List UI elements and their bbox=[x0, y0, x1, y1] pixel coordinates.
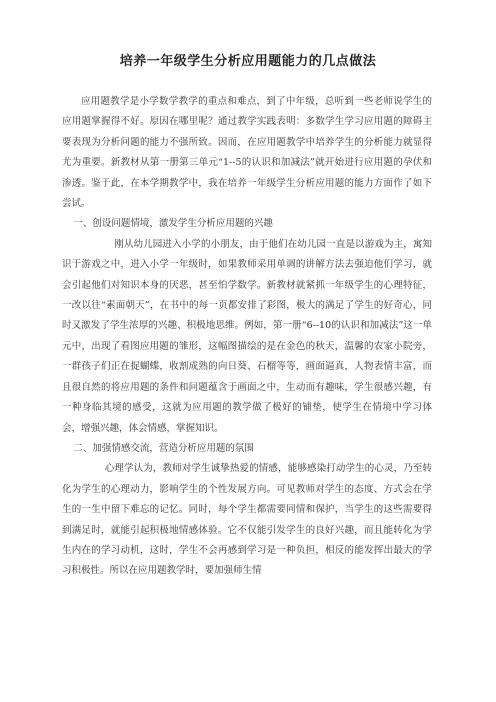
document-body bbox=[62, 92, 432, 582]
section-heading-2: 二、加强情感交流，营造分析应用题的氛围 bbox=[73, 442, 254, 454]
section-heading-1: 一、创设问题情境，激发学生分析应用题的兴趣 bbox=[73, 218, 273, 230]
document-title: 培养一年级学生分析应用题能力的几点做法 bbox=[119, 54, 377, 69]
section-1-paragraph: 刚从幼儿园进入小学的小朋友，由于他们在幼儿园一直是以游戏为主，寓知识于游戏之中，进入小学一年级时，如果教师采用单调的讲解方法去强迫他们学习，就会引起他们对知识本身的厌恶，甚至怕学数学。新教材就紧抓一年级学生的心理特征，一改以往“素面朝天”，在书中的每一页都安排了彩图，极大的满足了学生的好奇心，同时又激发了学生浓厚的兴趣、积极地思维。例如，第一册“6--10的认识和加减法”这一单元中，出现了看图应用题的雏形，这幅图描绘的是在金色的秋天，温馨的农家小院旁，一群孩子们正在捉蝴蝶，收割成熟的向日葵、石榴等等，画面逼真，人物表情丰富，而且很自然的将应用题的条件和问题蕴含于画面之中，生动而有趣味，学生很感兴趣，有一种身临其境的感受，这就为应用题的教学做了极好的铺垫，使学生在情境中学习体会，增强兴趣，体会情感，掌握知识。 bbox=[62, 238, 432, 434]
intro-paragraph: 应用题教学是小学数学教学的重点和难点，到了中年级，总听到一些老师说学生的应用题掌握得不好。原因在哪里呢？通过教学实践表明：多数学生学习应用题的障碍主要表现为分析问题的能力不强所致。因而，在应用题教学中培养学生的分析能力就显得尤为重要。新教材从第一册第三单元“1--5的认识和加减法”就开始进行应用题的孕伏和渗透。鉴于此，在本学期教学中，我在培养一年级学生分析应用题的能力方面作了如下尝试。 bbox=[62, 96, 432, 210]
section-2-paragraph: 心理学认为，教师对学生诚挚热爱的情感，能够感染打动学生的心灵，乃至转化为学生的心理动力，影响学生的个性发展方向。可见教师对学生的态度、方式会在学生的一生中留下难忘的记忆。同时，每个学生都需要同情和保护，当学生的这些需要得到满足时，就能引起积极地情感体验。它不仅能引发学生的良好兴趣，而且能转化为学生内在的学习动机，这时，学生不会再感到学习是一种负担，相反的能发挥出最大的学习积极性。所以在应用题教学时，要加强师生情 bbox=[62, 463, 432, 577]
